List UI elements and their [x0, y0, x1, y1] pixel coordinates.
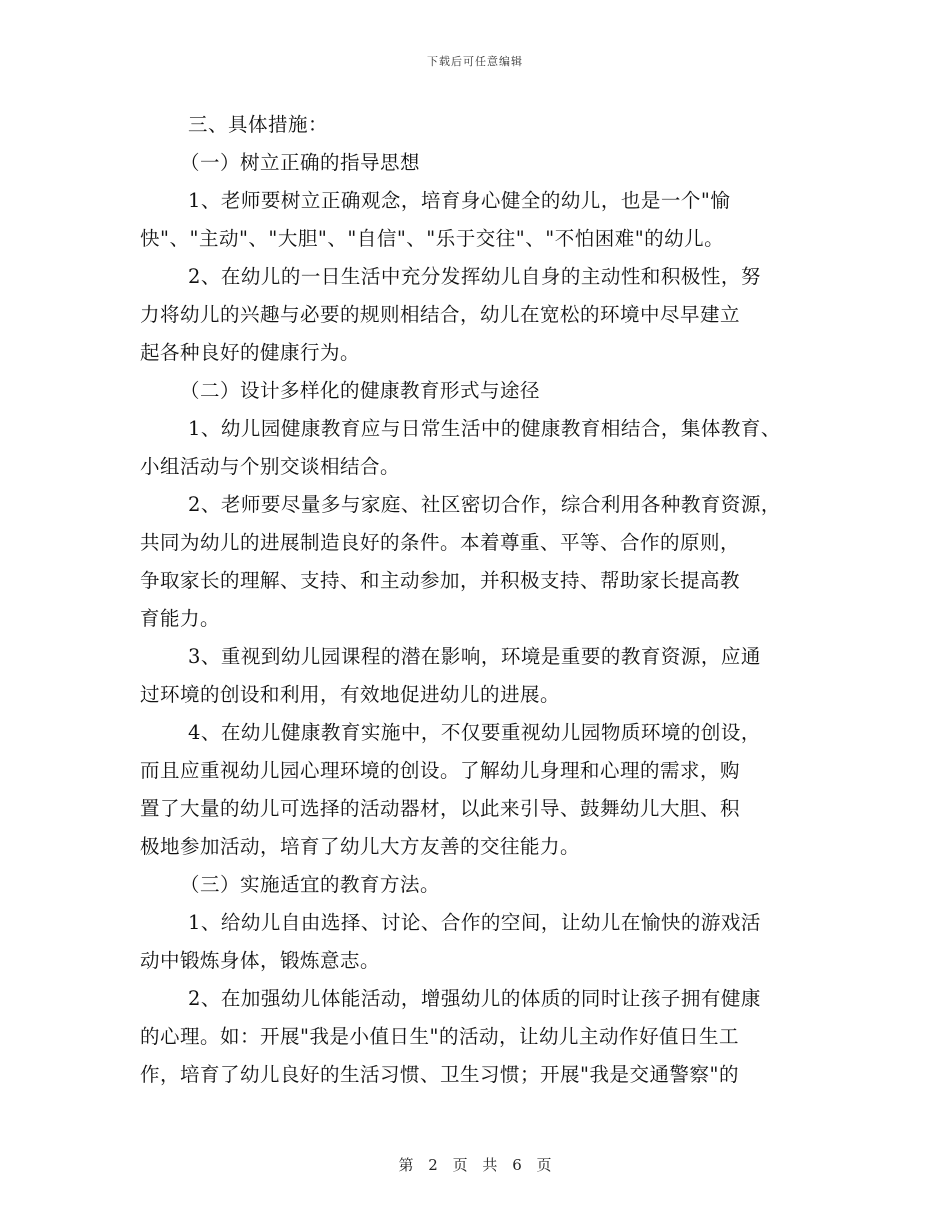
footer-current-page: 2	[428, 1156, 438, 1174]
text-line: 的心理。如：开展"我是小值日生"的活动，让幼儿主动作好值日生工	[140, 1025, 739, 1048]
text-line: 起各种良好的健康行为。	[140, 341, 361, 364]
text-line: 三、具体措施：	[188, 113, 329, 136]
document-body	[140, 106, 830, 1094]
text-line: 置了大量的幼儿可选择的活动器材，以此来引导、鼓舞幼儿大胆、积	[140, 797, 741, 820]
text-line: 作，培育了幼儿良好的生活习惯、卫生习惯；开展"我是交通警察"的	[140, 1063, 739, 1086]
text-line: 力将幼儿的兴趣与必要的规则相结合，幼儿在宽松的环境中尽早建立	[140, 303, 741, 326]
text-line: 过环境的创设和利用，有效地促进幼儿的进展。	[140, 683, 561, 706]
page-header-note: 下载后可任意编辑	[427, 55, 523, 68]
text-line: 3、重视到幼儿园课程的潜在影响，环境是重要的教育资源，应通	[188, 645, 761, 668]
footer-total-pages: 6	[512, 1156, 522, 1174]
text-line: 2、在幼儿的一日生活中充分发挥幼儿自身的主动性和积极性，努	[188, 265, 761, 288]
text-line: （三）实施适宜的教育方法。	[180, 873, 441, 896]
text-line: （一）树立正确的指导思想	[180, 151, 421, 174]
text-line: 快"、"主动"、"大胆"、"自信"、"乐于交往"、"不怕困难"的幼儿。	[140, 227, 725, 250]
page-footer	[0, 1154, 950, 1175]
text-line: 争取家长的理解、支持、和主动参加，并积极支持、帮助家长提高教	[140, 569, 741, 592]
text-line: 1、给幼儿自由选择、讨论、合作的空间，让幼儿在愉快的游戏活	[188, 911, 761, 934]
text-line: 小组活动与个别交谈相结合。	[140, 455, 401, 478]
text-line: （二）设计多样化的健康教育形式与途径	[180, 379, 541, 402]
text-line: 动中锻炼身体，锻炼意志。	[140, 949, 381, 972]
text-line: 而且应重视幼儿园心理环境的创设。了解幼儿身理和心理的需求，购	[140, 759, 741, 782]
footer-total-word: 共	[482, 1156, 498, 1174]
text-line: 共同为幼儿的进展制造良好的条件。本着尊重、平等、合作的原则，	[140, 531, 741, 554]
text-line: 1、老师要树立正确观念，培育身心健全的幼儿，也是一个"愉	[188, 189, 731, 212]
text-line: 2、老师要尽量多与家庭、社区密切合作，综合利用各种教育资源，	[188, 493, 781, 516]
text-line: 育能力。	[140, 607, 221, 630]
text-line: 4、在幼儿健康教育实施中，不仅要重视幼儿园物质环境的创设，	[188, 721, 761, 744]
text-line: 2、在加强幼儿体能活动，增强幼儿的体质的同时让孩子拥有健康	[188, 987, 761, 1010]
footer-suffix: 页	[536, 1156, 552, 1174]
footer-page-word: 页	[452, 1156, 468, 1174]
text-line: 1、幼儿园健康教育应与日常生活中的健康教育相结合，集体教育、	[188, 417, 781, 440]
text-line: 极地参加活动，培育了幼儿大方友善的交往能力。	[140, 835, 581, 858]
footer-prefix: 第	[398, 1156, 414, 1174]
